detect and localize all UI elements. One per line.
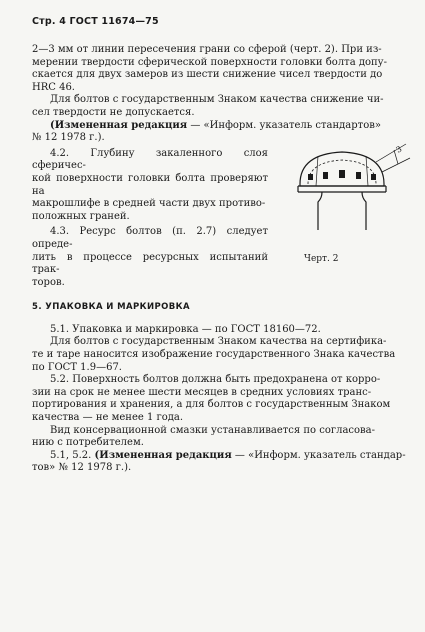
- text-line: 4.3. Ресурс болтов (п. 2.7) следует опреде-: [32, 226, 268, 250]
- text-line: качества — не менее 1 года.: [32, 412, 184, 424]
- text-line: положных граней.: [32, 210, 130, 222]
- text-line: сел твердости не допускается.: [32, 106, 195, 118]
- dimension-label: 3: [394, 144, 404, 155]
- text-line: 4.2. Глубину закаленного слоя сферичес-: [32, 147, 268, 172]
- text-line: лить в процессе ресурсных испытаний трак-: [32, 251, 268, 276]
- text-line: 5.2. Поверхность болтов должна быть предохранена от корро-: [50, 374, 381, 386]
- text-line: мерении твердости сферической поверхности головки болта допу-: [32, 56, 387, 68]
- text-line: Для болтов с государственным Знаком качества снижение чи-: [50, 94, 384, 106]
- text-line: макрошлифе в средней части двух противо-: [32, 198, 266, 210]
- text-line: № 12 1978 г.).: [32, 132, 105, 144]
- bolt-drawing: [286, 140, 412, 264]
- text-line: HRC 46.: [32, 81, 75, 93]
- text-line: скается для двух замеров из шести снижение чисел твердости до: [32, 69, 383, 81]
- text-line: 2—3 мм от линии пересечения грани со сферой (черт. 2). При из-: [32, 44, 382, 55]
- text-fragment: — «Информ. указатель стандар-: [231, 449, 406, 461]
- amendment-label: (Измененная редакция: [50, 119, 188, 131]
- amendment-label: (Измененная редакция: [94, 449, 232, 461]
- text-fragment: — «Информ. указатель стандартов»: [187, 119, 381, 131]
- text-line: [32, 450, 408, 463]
- text-line: портирования и хранения, а для болтов с государственным Знаком: [32, 399, 391, 411]
- text-line: зии на срок не менее шести месяцев в средних условиях транс-: [32, 386, 372, 398]
- text-line: нию с потребителем.: [32, 437, 144, 449]
- text-line: [32, 120, 408, 133]
- figure-caption: Черт. 2: [304, 254, 339, 264]
- text-line: 5.1. Упаковка и маркировка — по ГОСТ 18160—72.: [50, 323, 321, 335]
- text-fragment: 5.1, 5.2.: [50, 449, 95, 461]
- text-line: тов» № 12 1978 г.).: [32, 462, 132, 474]
- text-line: по ГОСТ 1.9—67.: [32, 361, 122, 373]
- section-title: 5. УПАКОВКА И МАРКИРОВКА: [32, 302, 190, 313]
- page-header: Стр. 4 ГОСТ 11674—75: [32, 16, 159, 27]
- text-line: торов.: [32, 276, 65, 288]
- text-line: Вид консервационной смазки устанавливается по согласова-: [50, 424, 376, 436]
- text-line: кой поверхности головки болта проверяют на: [32, 172, 268, 197]
- text-line: Для болтов с государственным Знаком качества на сертифика-: [50, 336, 387, 348]
- text-line: те и таре наносится изображение государственного Знака качества: [32, 349, 396, 361]
